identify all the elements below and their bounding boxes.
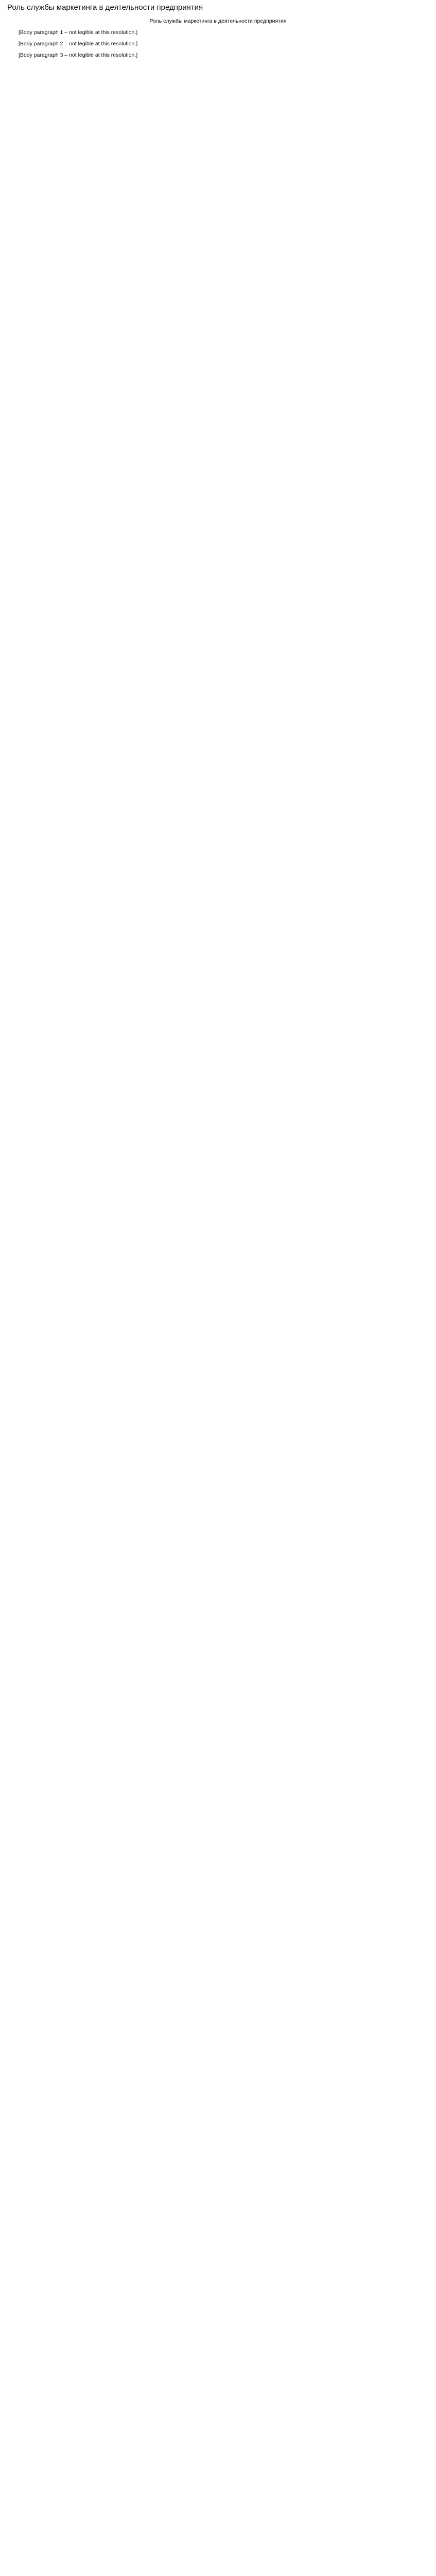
body-paragraph: [Body paragraph 1 – not legible at this resolution.] [19,29,138,36]
body-paragraph: Роль службы маркетинга в деятельности предприятия [149,18,287,24]
body-paragraph: [Body paragraph 2 – not legible at this resolution.] [19,41,138,47]
document-title: Роль службы маркетинга в деятельности предприятия [7,3,203,12]
document-body [7,18,429,2576]
body-paragraph: [Body paragraph 3 – not legible at this resolution.] [19,52,138,58]
